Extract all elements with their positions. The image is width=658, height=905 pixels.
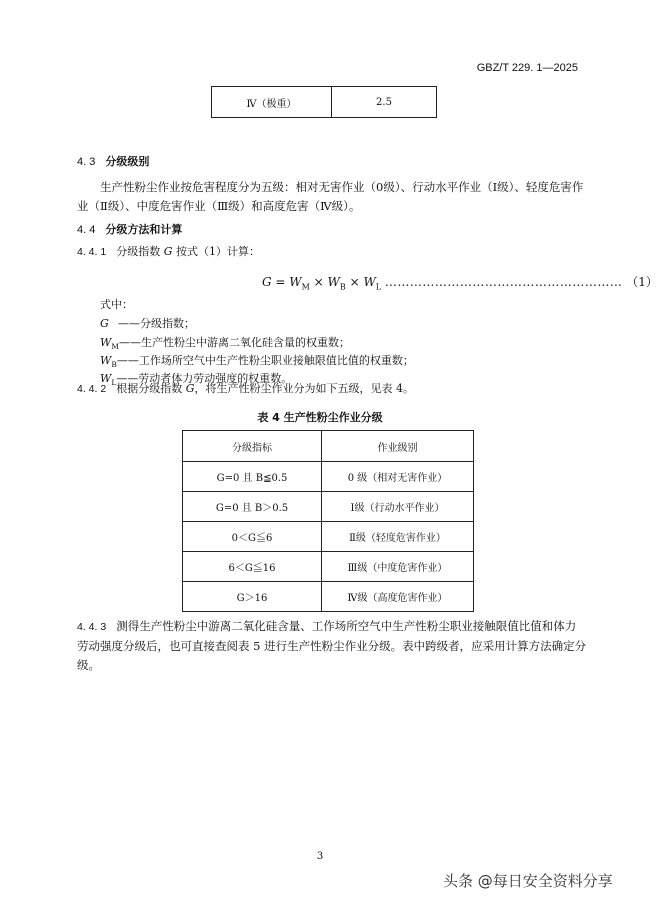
clause-number: 4. 4. 1 <box>77 246 107 258</box>
clause-text: ，将生产性粉尘作业分为如下五级，见表 4。 <box>194 382 414 395</box>
formula-number: （1） <box>626 275 658 289</box>
table-cell: Ⅲ级（中度危害作业） <box>322 552 474 582</box>
section-number: 4. 4 <box>77 224 96 236</box>
table-cell: 6＜G≦16 <box>183 552 322 582</box>
section-title: 分级方法和计算 <box>105 223 183 236</box>
definition-text: ——生产性粉尘中游离二氧化硅含量的权重数； <box>119 336 350 349</box>
table-header-cell: 分级指标 <box>183 431 322 462</box>
clause-4-4-2 <box>77 379 414 399</box>
clause-4-4-1 <box>77 242 260 262</box>
definition-subscript: M <box>111 342 119 352</box>
table-row <box>183 462 474 492</box>
formula-1: $G = W_M \times W_B \times W_L$ ………………………………………………… （1） <box>262 275 658 292</box>
definition-subscript: B <box>111 360 117 370</box>
table-cell: Ⅳ（极重） <box>212 87 332 118</box>
table-3-last-row <box>211 86 437 118</box>
table-header-cell: 作业级别 <box>322 431 474 462</box>
table-cell: G＞16 <box>183 582 322 612</box>
table-cell: G=0 且 B＞0.5 <box>183 492 322 522</box>
definition-subscript: L <box>111 378 117 388</box>
table-cell: Ⅱ级（轻度危害作业） <box>322 522 474 552</box>
table-row <box>183 492 474 522</box>
table-cell: 2.5 <box>332 87 437 118</box>
clause-4-4-3 <box>77 617 587 675</box>
table-row <box>183 582 474 612</box>
where-label: 式中： <box>100 298 133 311</box>
section-4-3-paragraph: 生产性粉尘作业按危害程度分为五级：相对无害作业（0级）、行动水平作业（Ⅰ级）、轻度危害作业（Ⅱ级）、中度危害作业（Ⅲ级）和高度危害（Ⅳ级）。 <box>77 180 584 213</box>
clause-text: 根据分级指数 <box>116 382 183 395</box>
clause-text: 按式（1）计算： <box>176 245 260 258</box>
section-4-3-heading <box>77 153 149 169</box>
definition-wb <box>100 352 414 369</box>
table-cell: Ⅳ级（高度危害作业） <box>322 582 474 612</box>
definition-symbol: W <box>100 372 112 385</box>
clause-number: 4. 4. 2 <box>77 383 107 395</box>
variable-g: G <box>185 382 195 395</box>
table-row <box>212 87 437 118</box>
clause-number: 4. 4. 3 <box>77 621 107 633</box>
table-cell: G=0 且 B≦0.5 <box>183 462 322 492</box>
table-cell: 0 级（相对无害作业） <box>322 462 474 492</box>
definition-symbol: W <box>100 336 112 349</box>
table-cell: Ⅰ级（行动水平作业） <box>322 492 474 522</box>
table-4 <box>182 430 474 612</box>
table-4-caption: 表 4 生产性粉尘作业分级 <box>257 411 383 424</box>
table-row <box>183 552 474 582</box>
table-row <box>183 522 474 552</box>
section-4-4-heading <box>77 221 182 237</box>
table-cell: 0＜G≦6 <box>183 522 322 552</box>
clause-text: 分级指数 <box>116 245 161 258</box>
page-number: 3 <box>316 851 324 862</box>
clause-text: 测得生产性粉尘中游离二氧化硅含量、工作场所空气中生产性粉尘职业接触限值比值和体力劳动强度分级后，也可直接查阅表 5 进行生产性粉尘作业分级。表中跨级者，应采用计算方法确定分级。 <box>77 619 587 672</box>
definition-text: ——劳动者体力劳动强度的权重数。 <box>116 372 293 385</box>
table-header-row <box>183 431 474 462</box>
definition-symbol: W <box>100 354 112 367</box>
standard-code: GBZ/T 229. 1—2025 <box>476 62 578 74</box>
section-number: 4. 3 <box>77 156 96 168</box>
definition-text: ——分级指数； <box>118 317 195 330</box>
formula-leader-dots: ………………………………………………… <box>384 275 623 289</box>
variable-g: G <box>163 245 173 258</box>
definition-wm <box>100 334 350 351</box>
definition-text: ——工作场所空气中生产性粉尘职业接触限值比值的权重数； <box>116 354 414 367</box>
watermark: 头条 @每日安全资料分享 <box>443 872 613 890</box>
definition-g <box>100 315 195 331</box>
definition-symbol: G <box>100 317 109 330</box>
section-title: 分级级别 <box>105 155 150 168</box>
